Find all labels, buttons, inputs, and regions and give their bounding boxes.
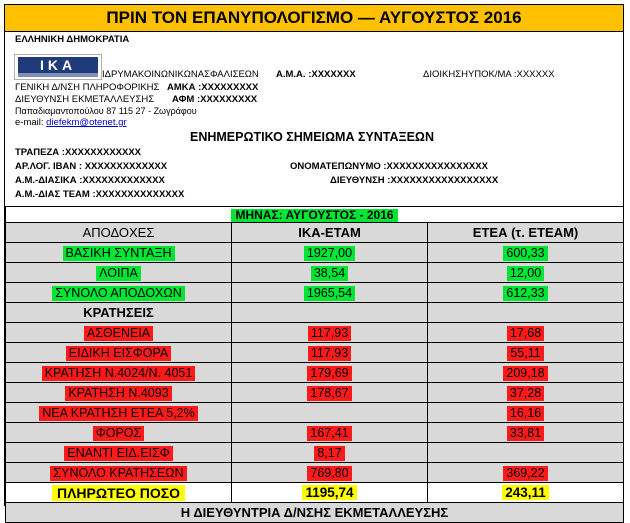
deductions-title-row bbox=[6, 303, 624, 323]
payable-row bbox=[6, 483, 624, 503]
email-label: e-mail: bbox=[15, 117, 44, 128]
republic-label: ΕΛΛΗΝΙΚΗ ΔΗΜΟΚΡΑΤΙΑ bbox=[15, 34, 130, 45]
footer-row bbox=[6, 503, 624, 523]
amka-field: ΑΜΚΑ :XXXXXXXXX bbox=[167, 82, 259, 93]
deduction-etea-value: 33,81 bbox=[507, 426, 544, 441]
earnings-total-row bbox=[6, 283, 624, 303]
earnings-etea-value: 12,00 bbox=[507, 266, 544, 281]
earnings-total-label: ΣΥΝΟΛΟ ΑΠΟΔΟΧΩΝ bbox=[52, 286, 185, 301]
earnings-total-etea: 612,33 bbox=[503, 286, 547, 301]
earnings-row bbox=[6, 243, 624, 263]
deduction-ika-value: 179,69 bbox=[307, 366, 351, 381]
ika-logo-strip bbox=[18, 73, 98, 77]
deduction-label: ΕΝΑΝΤΙ ΕΙΔ.ΕΙΣΦ bbox=[64, 446, 172, 461]
deduction-row bbox=[6, 323, 624, 343]
signature-line: Η ΔΙΕΥΘΥΝΤΡΙΑ Δ/ΝΣΗΣ ΕΚΜΕΤΑΛΛΕΥΣΗΣ bbox=[6, 503, 624, 523]
ika-logo-mark: ΙΚΑ bbox=[18, 57, 98, 73]
earnings-ika-value: 1927,00 bbox=[304, 246, 355, 261]
deduction-label: ΕΙΔΙΚΗ ΕΙΣΦΟΡΑ bbox=[66, 346, 171, 361]
deductions-title: ΚΡΑΤΗΣΕΙΣ bbox=[6, 303, 232, 323]
name-field: ΟΝΟΜΑΤΕΠΩΝΥΜΟ :XXXXXXXXXXXXXXXX bbox=[290, 161, 488, 172]
deductions-total-label: ΣΥΝΟΛΟ ΚΡΑΤΗΣΕΩΝ bbox=[50, 466, 186, 481]
deduction-etea-value: 37,28 bbox=[507, 386, 544, 401]
deduction-label: ΚΡΑΤΗΣΗ Ν.4024/Ν. 4051 bbox=[42, 366, 196, 381]
column-header-row bbox=[6, 223, 624, 243]
deductions-total-ika: 769,80 bbox=[307, 466, 351, 481]
memo-title: ΕΝΗΜΕΡΩΤΙΚΟ ΣΗΜΕΙΩΜΑ ΣΥΝΤΑΞΕΩΝ bbox=[190, 130, 434, 144]
month-row bbox=[6, 207, 624, 223]
etea-header: ΕΤΕΑ (τ. ΕΤΕΑΜ) bbox=[428, 223, 624, 243]
earnings-header: ΑΠΟΔΟΧΕΣ bbox=[6, 223, 232, 243]
email-link[interactable]: diefekm@otenet.gr bbox=[46, 117, 127, 128]
earnings-ika-value: 38,54 bbox=[311, 266, 348, 281]
deduction-ika-value: 178,67 bbox=[307, 386, 351, 401]
bank-field: ΤΡΑΠΕΖΑ :XXXXXXXXXXXX bbox=[15, 147, 141, 158]
earnings-total-ika: 1965,54 bbox=[304, 286, 355, 301]
earnings-label: ΛΟΙΠΑ bbox=[96, 266, 141, 281]
directorate-label: ΔΙΕΥΘΥΝΣΗ ΕΚΜΕΤΑΛΛΕΥΣΗΣ bbox=[15, 94, 155, 105]
deduction-etea-value: 16,16 bbox=[507, 406, 544, 421]
deduction-label: ΦΟΡΟΣ bbox=[93, 426, 144, 441]
deduction-ika-value: 117,93 bbox=[308, 326, 351, 341]
payable-label: ΠΛΗΡΩΤΕΟ ΠΟΣΟ bbox=[52, 485, 185, 501]
deductions-total-etea: 369,22 bbox=[503, 466, 547, 481]
deduction-label: ΑΣΘΕΝΕΙΑ bbox=[84, 326, 153, 341]
recipient-address-field: ΔΙΕΥΘΥΝΣΗ :XXXXXXXXXXXXXXXXX bbox=[330, 175, 499, 186]
ika-header: ΙΚΑ-ΕΤΑΜ bbox=[232, 223, 428, 243]
month-cell bbox=[6, 207, 624, 223]
deduction-row bbox=[6, 403, 624, 423]
earnings-etea-value: 600,33 bbox=[503, 246, 547, 261]
pension-table bbox=[5, 206, 624, 523]
address-line: Παπαδιαμαντοπούλου 87 115 27 - Ζωγράφου bbox=[15, 106, 197, 116]
payable-etea-value: 243,11 bbox=[502, 485, 549, 500]
page-title: ΠΡΙΝ ΤΟΝ ΕΠΑΝΥΠΟΛΟΓΙΣΜΟ — ΑΥΓΟΥΣΤΟΣ 2016 bbox=[5, 5, 623, 32]
statement-sheet bbox=[4, 4, 624, 520]
deduction-row bbox=[6, 363, 624, 383]
deduction-ika-value: 8,17 bbox=[314, 446, 344, 461]
payable-ika-value: 1195,74 bbox=[302, 485, 356, 500]
iban-field: ΑΡ.ΛΟΓ. IBAN : XXXXXXXXXXXXX bbox=[15, 161, 168, 172]
earnings-label: ΒΑΣΙΚΗ ΣΥΝΤΑΞΗ bbox=[63, 246, 175, 261]
deduction-row bbox=[6, 423, 624, 443]
am-diasika-field: Α.Μ.-ΔΙΑΣΙΚΑ :XXXXXXXXXXXXX bbox=[15, 175, 165, 186]
general-directorate-label: ΓΕΝΙΚΗ Δ/ΝΣΗ ΠΛΗΡΟΦΟΡΙΚΗΣ bbox=[15, 82, 160, 93]
ika-logo bbox=[14, 54, 102, 80]
am-dias-team-field: Α.Μ.-ΔΙΑΣ ΤΕΑΜ :XXXXXXXXXXXXXX bbox=[15, 189, 185, 200]
institution-label: ΙΔΡΥΜΑΚΟΙΝΩΝΙΚΩΝΑΣΦΑΛΙΣΕΩΝ bbox=[102, 69, 259, 80]
deduction-label: ΚΡΑΤΗΣΗ Ν.4093 bbox=[65, 386, 171, 401]
earnings-row bbox=[6, 263, 624, 283]
deductions-total-row bbox=[6, 463, 624, 483]
division-field: ΔΙΟΙΚΗΣΗΥΠΟΚ/ΜΑ :XXXXXX bbox=[423, 69, 555, 80]
deduction-row bbox=[6, 343, 624, 363]
deduction-etea-value: 55,11 bbox=[507, 346, 543, 361]
deduction-row bbox=[6, 443, 624, 463]
deduction-ika-value: 117,93 bbox=[308, 346, 351, 361]
email-line bbox=[15, 117, 127, 128]
month-label: ΜΗΝΑΣ: ΑΥΓΟΥΣΤΟΣ - 2016 bbox=[231, 209, 397, 222]
deduction-etea-value: 17,68 bbox=[507, 326, 544, 341]
afm-field: ΑΦΜ :XXXXXXXXX bbox=[172, 94, 258, 105]
ama-field: Α.Μ.Α. :XXXXXXX bbox=[276, 69, 356, 80]
deduction-label: ΝΕΑ ΚΡΑΤΗΣΗ ΕΤΕΑ 5,2% bbox=[39, 406, 197, 421]
deduction-ika-value: 167,41 bbox=[307, 426, 351, 441]
deduction-row bbox=[6, 383, 624, 403]
deduction-etea-value: 209,18 bbox=[503, 366, 547, 381]
